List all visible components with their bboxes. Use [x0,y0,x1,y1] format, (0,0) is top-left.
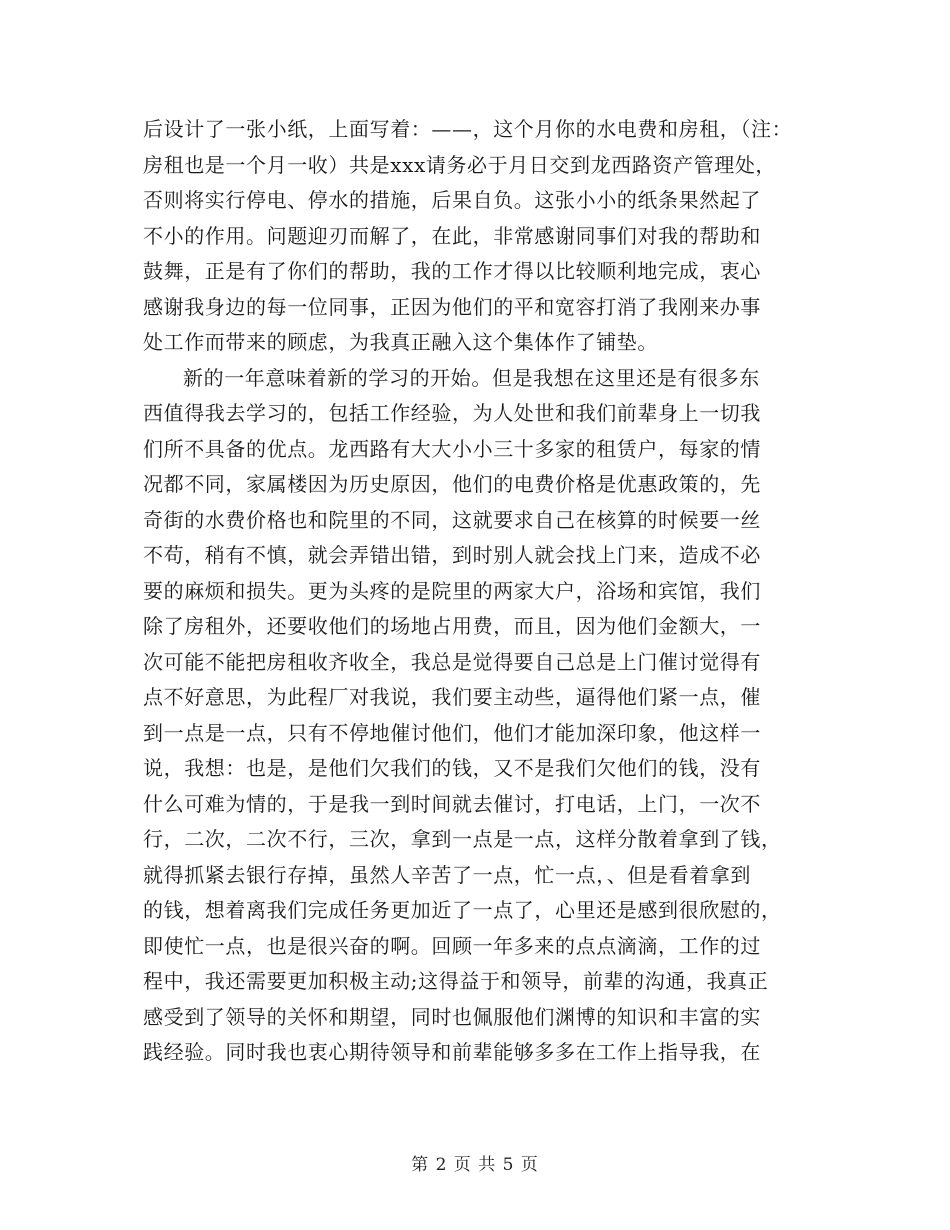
text-line: 行，二次，二次不行，三次，拿到一点是一点，这样分散着拿到了钱， [143,827,782,851]
text-line: 程中，我还需要更加积极主动;这得益于和领导，前辈的沟通，我真正 [143,969,769,993]
text-line: 们所不具备的优点。龙西路有大大小小三十多家的租赁户，每家的情 [143,436,761,461]
text-line: 鼓舞，正是有了你们的帮助，我的工作才得以比较顺利地完成，衷心 [143,259,761,283]
text-line: 处工作而带来的顾虑，为我真正融入这个集体作了铺垫。 [143,330,658,354]
text-line: 什么可难为情的，于是我一到时间就去催讨，打电话，上门，一次不 [143,791,761,816]
paragraph-2 [143,361,813,1071]
text-line: 感谢我身边的每一位同事，正因为他们的平和宽容打消了我刚来办事 [143,294,761,319]
text-line: 西值得我去学习的，包括工作经验，为人处世和我们前辈身上一切我 [143,401,761,425]
text-line: 次可能不能把房租收齐收全，我总是觉得要自己总是上门催讨觉得有 [143,649,761,674]
text-line: 就得抓紧去银行存掉，虽然人辛苦了一点，忙一点，、但是看着拿到 [143,862,751,887]
text-line: 说，我想：也是，是他们欠我们的钱，又不是我们欠他们的钱，没有 [143,756,761,780]
document-body [143,112,813,1071]
text-line: 践经验。同时我也衷心期待领导和前辈能够多多在工作上指导我，在 [143,1040,761,1064]
text-line: 除了房租外，还要收他们的场地占用费，而且，因为他们金额大，一 [143,614,761,638]
text-line: 后设计了一张小纸，上面写着：——，这个月你的水电费和房租，（注： [143,117,793,141]
text-line: 到一点是一点，只有不停地催讨他们，他们才能加深印象，他这样一 [143,720,761,745]
text-line: 新的一年意味着新的学习的开始。但是我想在这里还是有很多东 [183,365,760,390]
text-line: 况都不同，家属楼因为历史原因，他们的电费价格是优惠政策的，先 [143,472,761,496]
text-line: 感受到了领导的关怀和期望，同时也佩服他们渊博的知识和丰富的实 [143,1004,761,1029]
paragraph-1 [143,112,813,361]
text-line: 房租也是一个月一收）共是xxx请务必于月日交到龙西路资产管理处， [143,152,777,177]
text-line: 要的麻烦和损失。更为头疼的是院里的两家大户，浴场和宾馆，我们 [143,578,761,603]
page-number-footer: 第 2 页 共 5 页 [411,1155,539,1175]
text-line: 不小的作用。问题迎刃而解了，在此，非常感谢同事们对我的帮助和 [143,223,761,248]
text-line: 不苟，稍有不慎，就会弄错出错，到时别人就会找上门来，造成不必 [143,543,761,567]
text-line: 奇街的水费价格也和院里的不同，这就要求自己在核算的时候要一丝 [143,507,761,532]
text-line: 的钱，想着离我们完成任务更加近了一点了，心里还是感到很欣慰的， [143,898,782,922]
text-line: 否则将实行停电、停水的措施，后果自负。这张小小的纸条果然起了 [143,188,761,212]
text-line: 点不好意思，为此程厂对我说，我们要主动些，逼得他们紧一点，催 [143,685,761,709]
text-line: 即使忙一点，也是很兴奋的啊。回顾一年多来的点点滴滴，工作的过 [143,933,761,958]
